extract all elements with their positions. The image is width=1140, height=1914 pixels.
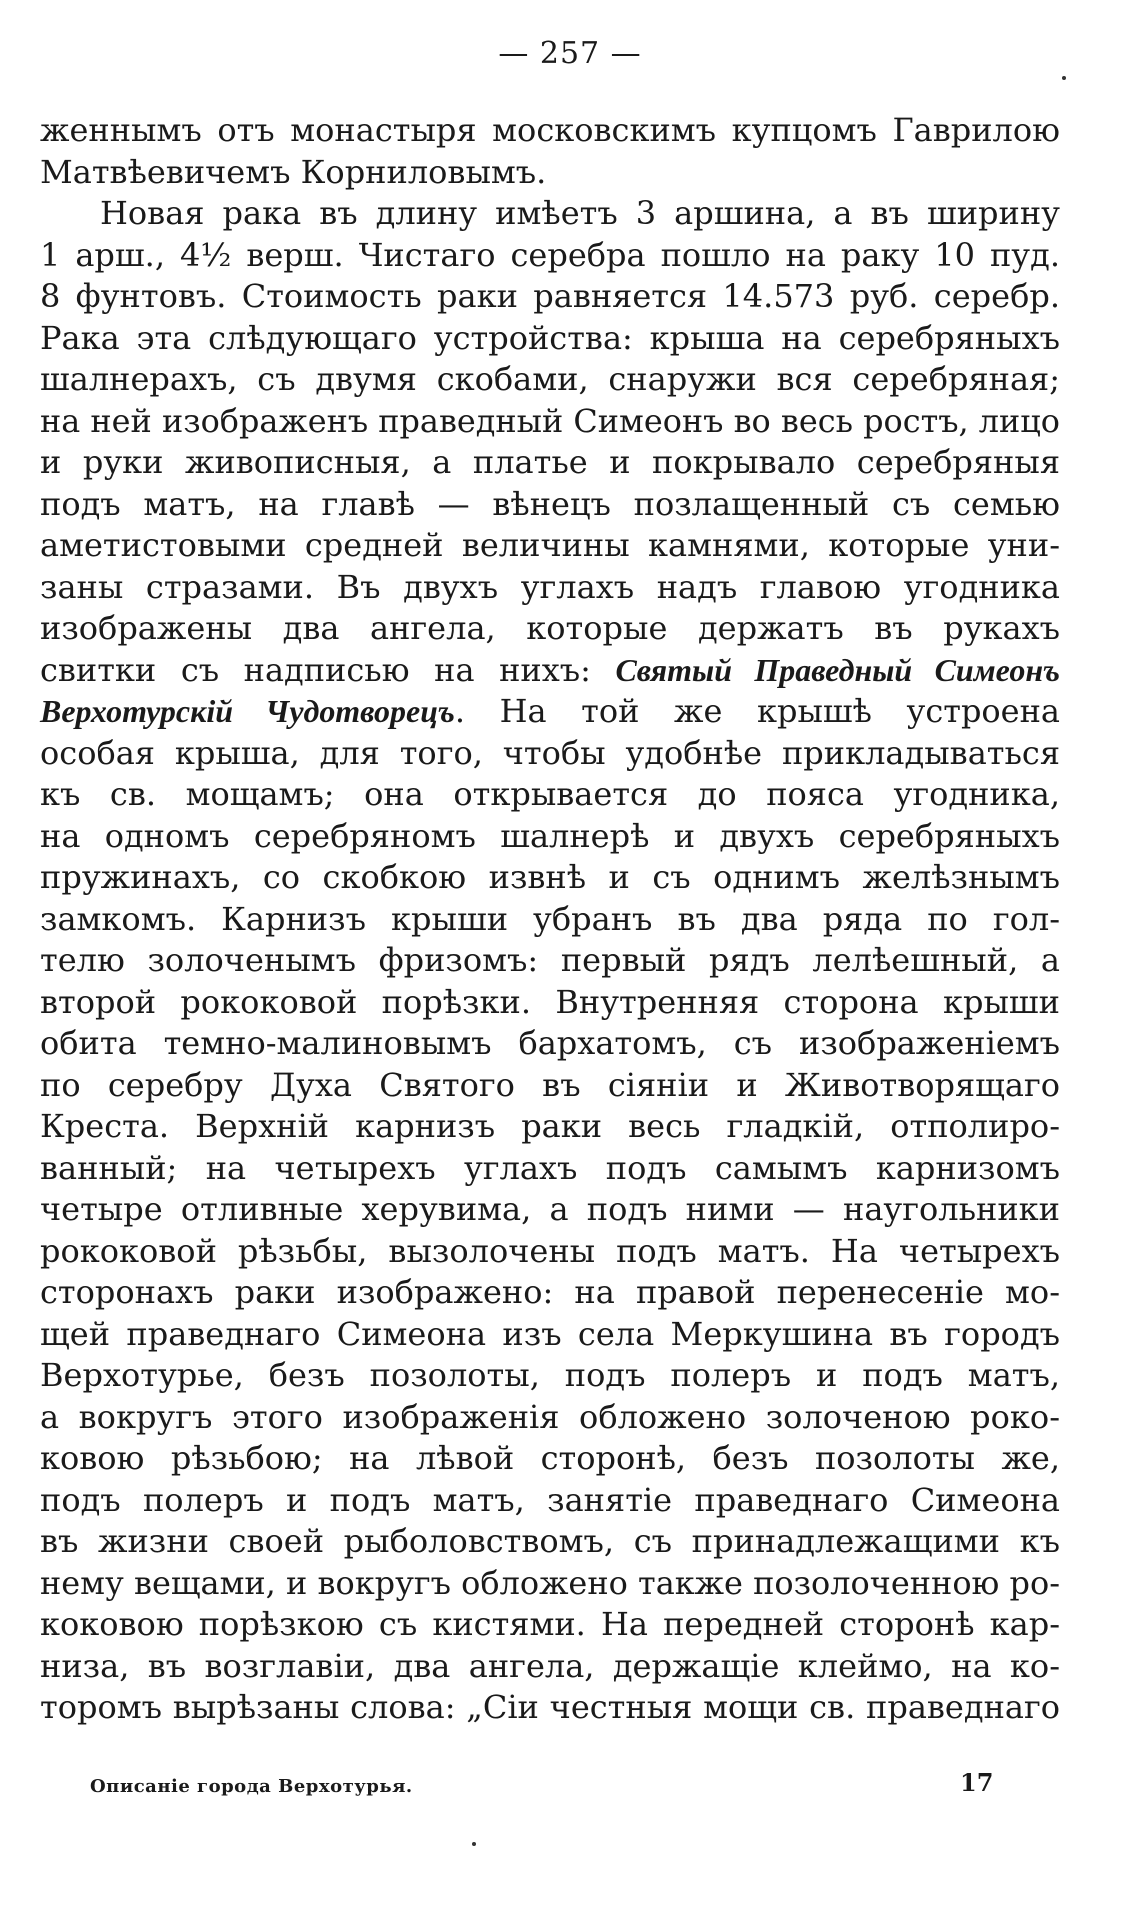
text-segment: Креста. Верхній карнизъ раки весь гладкій, отполиро-: [40, 1107, 1060, 1145]
text-segment: второй рококовой порѣзки. Внутренняя сторона крыши: [40, 982, 1060, 1021]
text-line: [40, 1646, 1060, 1688]
text-segment: 8 фунтовъ. Стоимость раки равняется 14.573 руб. серебр.: [40, 277, 1060, 315]
text-line: [40, 1314, 1060, 1356]
text-segment: особая крыша, для того, чтобы удобнѣе прикладываться: [40, 733, 1060, 772]
text-line: [40, 442, 1060, 484]
text-segment: 1 арш., 4½ верш. Чистаго серебра пошло на раку 10 пуд.: [40, 235, 1060, 274]
text-line: [40, 1231, 1060, 1273]
text-segment: въ жизни своей рыболовствомъ, съ принадлежащими къ: [40, 1522, 1060, 1560]
text-segment: ковою рѣзьбою; на лѣвой сторонѣ, безъ позолоты же,: [40, 1439, 1060, 1477]
body-text: [40, 110, 1060, 1729]
text-segment: подъ матъ, на главѣ — вѣнецъ позлащенный съ семью: [40, 484, 1060, 523]
text-line: [40, 1065, 1060, 1107]
text-line: [40, 1438, 1060, 1480]
signature-title: Описаніе города Верхотурья.: [90, 1776, 413, 1797]
text-line: [40, 857, 1060, 899]
text-segment: щей праведнаго Симеона изъ села Меркушина въ городъ: [40, 1314, 1060, 1353]
text-segment: по серебру Духа Святого въ сіяніи и Животворящаго: [40, 1065, 1060, 1104]
text-segment: . На той же крышѣ устроена: [454, 692, 1060, 730]
text-segment: Матвѣевичемъ Корниловымъ.: [40, 152, 547, 191]
text-line: [40, 691, 1060, 733]
text-line: [40, 1687, 1060, 1729]
text-segment: изображены два ангела, которые держатъ въ рукахъ: [40, 609, 1060, 647]
text-line: [40, 899, 1060, 941]
text-line: [40, 1355, 1060, 1397]
text-segment: и руки живописныя, а платье и покрывало серебряныя: [40, 443, 1060, 481]
text-segment: замкомъ. Карнизъ крыши убранъ въ два ряда по гол-: [40, 899, 1060, 938]
text-segment: коковою порѣзкою съ кистями. На передней сторонѣ кар-: [40, 1605, 1060, 1643]
text-line: [40, 1023, 1060, 1065]
text-segment: Новая рака въ длину имѣетъ 3 аршина, а въ ширину: [100, 194, 1060, 232]
text-line: [40, 359, 1060, 401]
signature-mark: 17: [960, 1768, 994, 1797]
text-line: [40, 733, 1060, 775]
print-speck: [1062, 76, 1066, 80]
text-line: [40, 525, 1060, 567]
text-line: [40, 318, 1060, 360]
text-segment: торомъ вырѣзаны слова: „Сіи честныя мощи св. праведнаго: [40, 1688, 1060, 1726]
text-segment: ванный; на четырехъ углахъ подъ самымъ карнизомъ: [40, 1148, 1060, 1187]
text-line: [40, 567, 1060, 609]
text-line: [40, 1272, 1060, 1314]
text-line: [40, 940, 1060, 982]
text-line: [40, 982, 1060, 1024]
text-segment: телю золоченымъ фризомъ: первый рядъ лелѣешный, а: [40, 941, 1060, 979]
text-segment: Верхотурье, безъ позолоты, подъ полеръ и подъ матъ,: [40, 1356, 1060, 1394]
text-segment: подъ полеръ и подъ матъ, занятіе праведнаго Симеона: [40, 1480, 1060, 1519]
text-line: [40, 1397, 1060, 1439]
text-segment: Рака эта слѣдующаго устройства: крыша на серебряныхъ: [40, 318, 1060, 357]
text-line: [40, 608, 1060, 650]
text-segment: шалнерахъ, съ двумя скобами, снаружи вся серебряная;: [40, 360, 1060, 398]
text-line: [40, 1480, 1060, 1522]
text-segment: а вокругъ этого изображенія обложено золоченою роко-: [40, 1397, 1060, 1436]
text-segment: свитки съ надписью на нихъ:: [40, 650, 616, 689]
text-segment: обита темно-малиновымъ бархатомъ, съ изображеніемъ: [40, 1024, 1060, 1062]
text-segment: сторонахъ раки изображено: на правой перенесеніе мо-: [40, 1273, 1060, 1311]
text-line: [40, 152, 1060, 194]
italic-inscription: Верхотурскій Чудотворецъ: [40, 693, 455, 729]
text-line: [40, 276, 1060, 318]
text-segment: четыре отливные херувима, а подъ ними — наугольники: [40, 1190, 1060, 1228]
text-segment: нему вещами, и вокругъ обложено также позолоченною ро-: [40, 1563, 1060, 1602]
text-segment: къ св. мощамъ; она открывается до пояса угодника,: [40, 775, 1060, 813]
text-segment: рококовой рѣзьбы, вызолочены подъ матъ. На четырехъ: [40, 1231, 1060, 1270]
text-segment: аметистовыми средней величины камнями, которые уни-: [40, 526, 1060, 564]
text-line: [40, 1521, 1060, 1563]
italic-inscription: Святый Праведный Симеонъ: [615, 651, 1060, 688]
text-line: [40, 1106, 1060, 1148]
text-line: [40, 816, 1060, 858]
text-line: [40, 193, 1060, 235]
text-line: [40, 110, 1060, 152]
text-segment: заны стразами. Въ двухъ углахъ надъ главою угодника: [40, 567, 1060, 606]
text-line: [40, 484, 1060, 526]
text-segment: на ней изображенъ праведный Симеонъ во весь ростъ, лицо: [40, 401, 1060, 440]
page-number: — 257 —: [498, 36, 642, 71]
text-segment: пружинахъ, со скобкою извнѣ и съ однимъ желѣзнымъ: [40, 858, 1060, 896]
text-line: [40, 1148, 1060, 1190]
text-line: [40, 1604, 1060, 1646]
print-speck: [472, 1842, 476, 1846]
text-segment: женнымъ отъ монастыря московскимъ купцомъ Гаврилою: [40, 111, 1060, 149]
text-line: [40, 650, 1060, 692]
text-line: [40, 774, 1060, 816]
text-line: [40, 1189, 1060, 1231]
text-segment: низа, въ возглавіи, два ангела, держащіе клеймо, на ко-: [40, 1646, 1060, 1685]
text-line: [40, 235, 1060, 277]
text-line: [40, 401, 1060, 443]
text-segment: на одномъ серебряномъ шалнерѣ и двухъ серебряныхъ: [40, 816, 1060, 855]
text-line: [40, 1563, 1060, 1605]
